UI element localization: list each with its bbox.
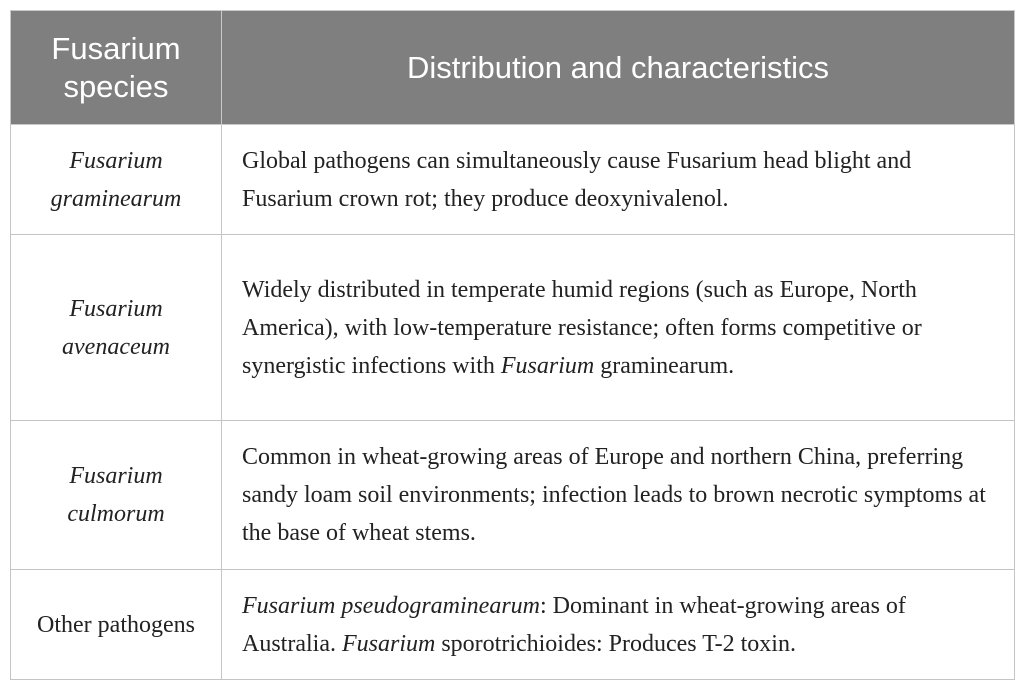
description-text: : Produces T-2 toxin. <box>595 630 796 657</box>
species-name: Fusarium avenaceum <box>11 235 222 421</box>
species-name: Fusarium graminearum <box>11 125 222 235</box>
description-text: Widely distributed in temperate humid regions (such as Europe, North America), with low-temperature resistance; often forms competitive or synergistic infections with <box>242 276 922 379</box>
species-description <box>222 235 1015 421</box>
description-text: graminearum. <box>594 352 735 379</box>
header-species: Fusarium species <box>11 11 222 125</box>
table-row <box>11 235 1015 421</box>
fusarium-species-table <box>10 10 1015 680</box>
description-text: : Dominant in wheat-growing areas of Australia. <box>242 592 906 657</box>
table-row <box>11 125 1015 235</box>
table-row <box>11 570 1015 680</box>
species-name: Other pathogens <box>11 570 222 680</box>
genus-name: Fusarium <box>341 630 436 657</box>
species-name-inline: Fusarium pseudograminearum <box>242 592 540 619</box>
species-description <box>222 570 1015 680</box>
species-description: Global pathogens can simultaneously cause Fusarium head blight and Fusarium crown rot; they produce deoxynivalenol. <box>222 125 1015 235</box>
species-name: Fusarium culmorum <box>11 421 222 570</box>
genus-name: Fusarium <box>500 352 595 379</box>
table-row <box>11 421 1015 570</box>
table-header-row <box>11 11 1015 125</box>
species-epithet: sporotrichioides <box>435 630 596 657</box>
header-description: Distribution and characteristics <box>222 11 1015 125</box>
species-description: Common in wheat-growing areas of Europe and northern China, preferring sandy loam soil environments; infection leads to brown necrotic symptoms at the base of wheat stems. <box>222 421 1015 570</box>
